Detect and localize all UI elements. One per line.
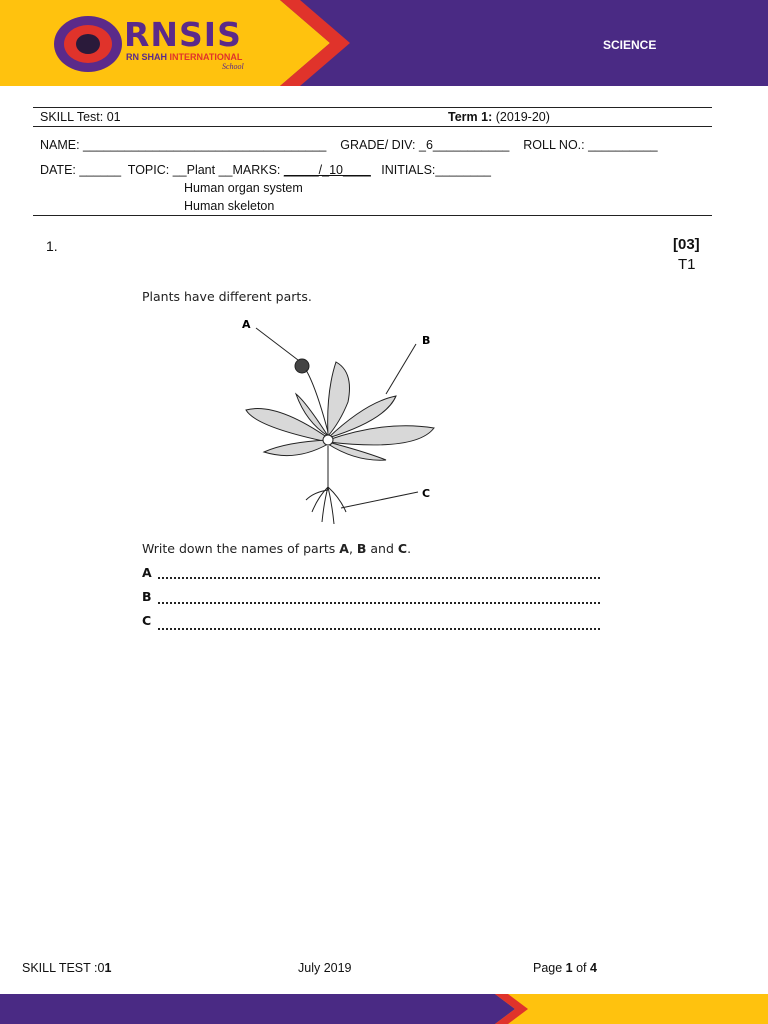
date-topic-marks-row: DATE: ______ TOPIC: __Plant __MARKS: _____/_10____ INITIALS:________ [40, 163, 492, 177]
marks-value: _____/_10____ [283, 163, 371, 177]
footer-page: Page 1 of 4 [533, 961, 597, 975]
brand-school: School [222, 62, 244, 71]
divider-bottom [33, 215, 712, 216]
topic-line-2: Human organ system [184, 181, 303, 195]
brand-logo-text: RNSIS [124, 15, 242, 54]
question-code: T1 [678, 256, 696, 273]
answer-label-b: B [142, 589, 152, 604]
subject-title: SCIENCE [603, 38, 657, 52]
footer-date: July 2019 [298, 961, 352, 975]
label-b: B [422, 334, 431, 347]
answer-line-a[interactable] [158, 577, 600, 579]
question-intro: Plants have different parts. [142, 289, 312, 304]
topic-line-3: Human skeleton [184, 199, 275, 213]
question-instruction: Write down the names of parts A, B and C. [142, 541, 412, 556]
answer-line-b[interactable] [158, 602, 600, 604]
divider-2 [33, 126, 712, 127]
answer-line-c[interactable] [158, 628, 600, 630]
question-marks: [03] [673, 236, 700, 253]
footer-test-label: SKILL TEST :01 [22, 961, 112, 975]
footer-banner [0, 990, 768, 1024]
plant-diagram [236, 312, 446, 532]
name-grade-roll-row: NAME: ___________________________________ GRADE/ DIV: _6___________ ROLL NO.: __________ [40, 138, 658, 152]
brand-subtitle: RN SHAH INTERNATIONAL [126, 52, 243, 62]
answer-label-a: A [142, 565, 152, 580]
school-crest-icon [54, 16, 122, 72]
question-number: 1. [46, 238, 58, 254]
term-label: Term 1: (2019-20) [448, 110, 550, 124]
skill-test-label: SKILL Test: 01 [40, 110, 121, 124]
answer-label-c: C [142, 613, 152, 628]
label-a: A [242, 318, 251, 331]
divider-top [33, 107, 712, 108]
label-c: C [422, 487, 431, 500]
topic-value: __Plant __ [172, 163, 233, 177]
